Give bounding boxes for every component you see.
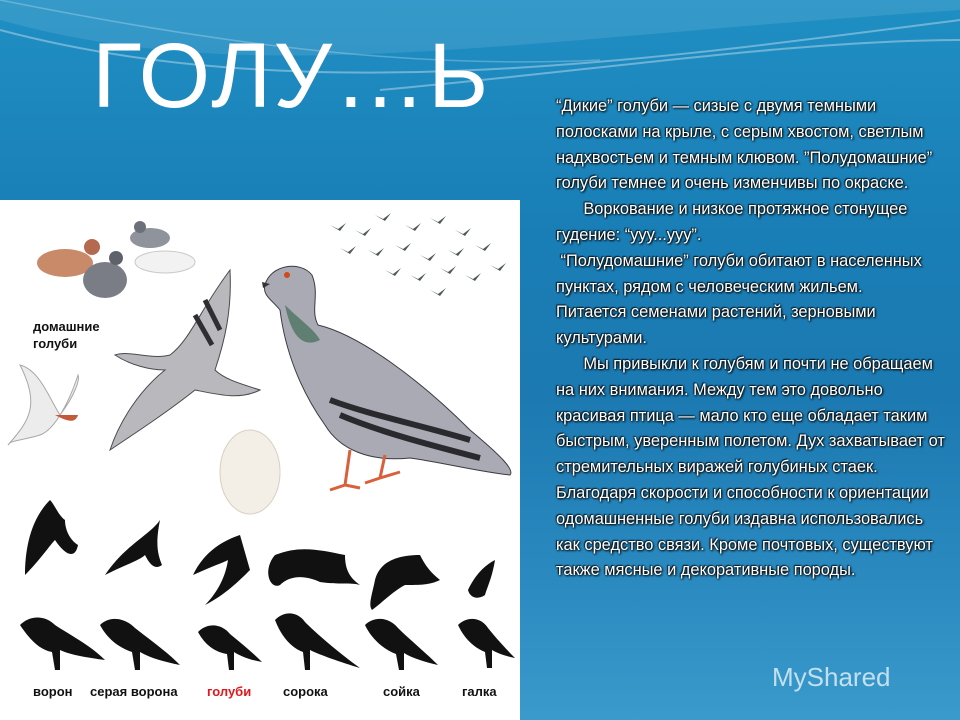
silhouette-label-pigeons: голуби (207, 684, 252, 699)
silhouette-label-magpie: сорока (283, 684, 328, 699)
silhouette-label-jackdaw: галка (462, 684, 497, 699)
flying-pigeon-image (110, 270, 260, 450)
flock-image (330, 213, 506, 296)
rock-pigeon-image (262, 266, 511, 490)
white-pigeon-image (8, 365, 78, 445)
silhouette-label-hooded-crow: серая ворона (90, 684, 178, 699)
paragraph-food: Питается семенами растений, зерновыми культурами. (556, 303, 876, 348)
paragraph-habitat: “Полудомашние” голуби обитают в населенных пунктах, рядом с человеческим жильем. (556, 251, 922, 296)
paragraph-wild-pigeons: “Дикие” голуби — сизые с двумя темными полосками на крыле, с серым хвостом, светлым надхвостьем и темным клювом. ”Полудомашние” голуби темнее и очень изменчивы по окраске. (556, 97, 933, 193)
silhouette-label-jay: сойка (383, 684, 420, 699)
flying-silhouettes (25, 500, 495, 610)
paragraph-cooing: Воркование и низкое протяжное стонущее гудение: “ууу...ууу”. (556, 200, 908, 244)
description-text (556, 94, 948, 584)
watermark: MyShared (772, 662, 891, 692)
paragraph-flight: Мы привыкли к голубям и почти не обращаем на них внимания. Между тем это довольно красивая птица — мало кто еще обладает таким быстрым, уверенным полетом. Дух захватывает от стремительных виражей голубиных стаек. Благодаря скорости и способности к ориентации одомашненные голуби издавна использовались как средство связи. Кроме почтовых, существуют также мясные и декоративные породы. (556, 354, 945, 580)
illustration-panel (0, 200, 520, 720)
birds-illustration (0, 200, 520, 720)
silhouette-label-raven: ворон (33, 684, 73, 699)
domestic-pigeons-label: домашние голуби (33, 319, 100, 351)
egg-image (220, 430, 280, 514)
perched-silhouettes (20, 613, 515, 670)
domestic-pigeons-image (37, 221, 195, 298)
slide-title: ГОЛУ…Ь (92, 25, 491, 127)
